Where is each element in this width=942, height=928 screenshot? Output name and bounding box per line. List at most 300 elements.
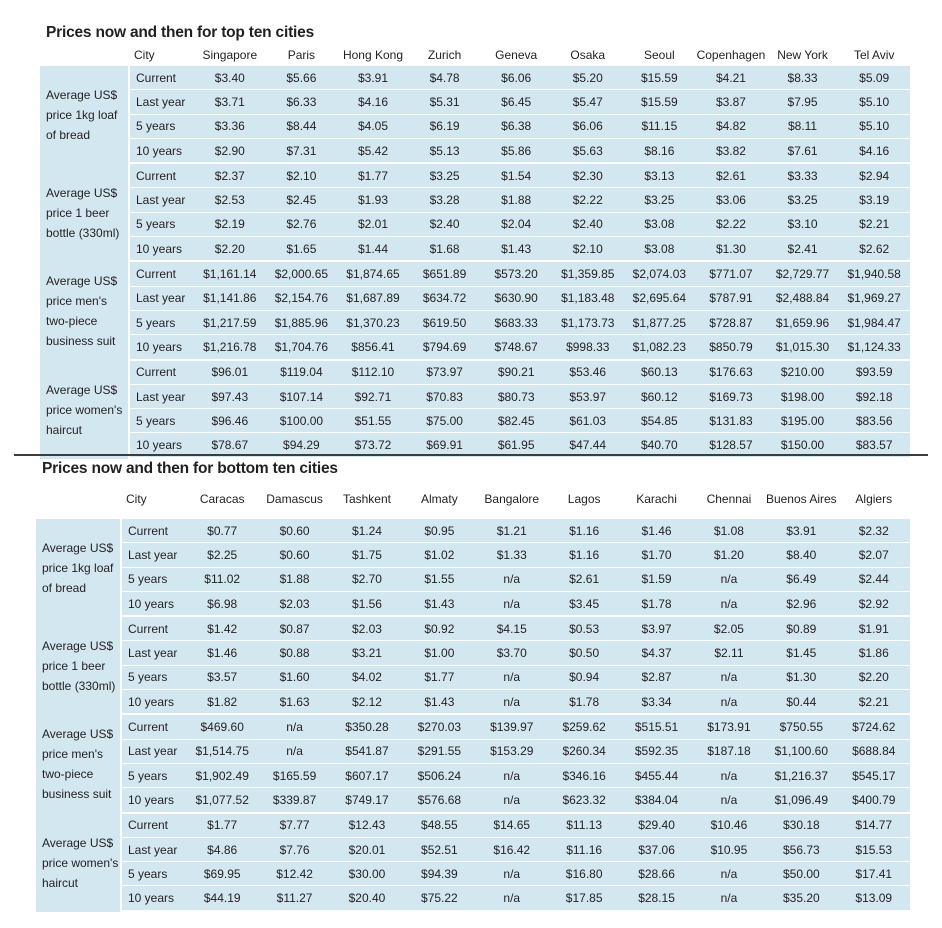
price-cell: $3.70 bbox=[476, 641, 548, 665]
price-cell: $2.61 bbox=[548, 568, 620, 592]
price-cell: $0.88 bbox=[258, 641, 330, 665]
price-cell: $28.66 bbox=[620, 862, 692, 886]
price-cell: $3.91 bbox=[765, 519, 837, 543]
price-cell: $0.60 bbox=[258, 519, 330, 543]
price-cell: $3.82 bbox=[695, 139, 767, 164]
price-cell: $1,124.33 bbox=[838, 335, 910, 360]
price-cell: $4.21 bbox=[695, 66, 767, 90]
price-cell: $0.77 bbox=[186, 519, 258, 543]
price-cell: $82.45 bbox=[480, 409, 552, 433]
price-cell: $545.17 bbox=[838, 764, 910, 788]
price-cell: $5.09 bbox=[838, 66, 910, 90]
price-cell: $1.65 bbox=[266, 237, 338, 262]
price-cell: $1.20 bbox=[693, 543, 765, 567]
price-cell: $1,687.89 bbox=[337, 287, 409, 311]
price-cell: $2,074.03 bbox=[624, 262, 696, 286]
price-cell: $1.56 bbox=[331, 592, 403, 617]
price-cell: $1,173.73 bbox=[552, 311, 624, 335]
price-cell: $4.82 bbox=[695, 115, 767, 139]
price-cell: $50.00 bbox=[765, 862, 837, 886]
table-row bbox=[36, 592, 910, 617]
price-cell: $6.49 bbox=[765, 568, 837, 592]
price-cell: $0.94 bbox=[548, 666, 620, 690]
price-cell: $7.61 bbox=[767, 139, 839, 164]
city-header: Damascus bbox=[258, 479, 330, 519]
price-cell: $60.12 bbox=[624, 385, 696, 409]
period-label: Last year bbox=[128, 287, 194, 311]
price-cell: $6.06 bbox=[552, 115, 624, 139]
price-cell: $20.01 bbox=[331, 838, 403, 862]
price-cell: $1.77 bbox=[186, 814, 258, 838]
price-cell: $3.91 bbox=[337, 66, 409, 90]
price-cell: $11.02 bbox=[186, 568, 258, 592]
price-cell: $75.00 bbox=[409, 409, 481, 433]
price-cell: $1,370.23 bbox=[337, 311, 409, 335]
item-group-label: Average US$ price 1 beer bottle (330ml) bbox=[40, 164, 128, 262]
price-cell: $2.53 bbox=[194, 188, 266, 212]
period-label: 5 years bbox=[120, 764, 186, 788]
table-row bbox=[40, 287, 910, 311]
table-row bbox=[40, 90, 910, 114]
table-row bbox=[40, 335, 910, 360]
price-cell: $7.76 bbox=[258, 838, 330, 862]
price-cell: $2.76 bbox=[266, 213, 338, 237]
price-cell: n/a bbox=[476, 862, 548, 886]
price-cell: $176.63 bbox=[695, 361, 767, 385]
price-cell: $2.11 bbox=[693, 641, 765, 665]
period-label: Current bbox=[120, 617, 186, 641]
price-cell: $5.13 bbox=[409, 139, 481, 164]
price-cell: $4.86 bbox=[186, 838, 258, 862]
price-cell: $4.02 bbox=[331, 666, 403, 690]
price-cell: $44.19 bbox=[186, 886, 258, 911]
price-cell: $1.43 bbox=[403, 592, 475, 617]
price-cell: $1.93 bbox=[337, 188, 409, 212]
price-cell: $15.59 bbox=[624, 66, 696, 90]
city-header: Osaka bbox=[552, 44, 624, 66]
price-cell: $634.72 bbox=[409, 287, 481, 311]
price-cell: $3.10 bbox=[767, 213, 839, 237]
price-cell: $5.42 bbox=[337, 139, 409, 164]
table-row bbox=[36, 788, 910, 813]
period-label: 5 years bbox=[128, 213, 194, 237]
price-cell: $1,877.25 bbox=[624, 311, 696, 335]
price-cell: $573.20 bbox=[480, 262, 552, 286]
period-label: Last year bbox=[128, 188, 194, 212]
price-cell: $630.90 bbox=[480, 287, 552, 311]
price-cell: $8.44 bbox=[266, 115, 338, 139]
price-cell: $92.71 bbox=[337, 385, 409, 409]
price-cell: n/a bbox=[258, 740, 330, 764]
price-cell: n/a bbox=[476, 764, 548, 788]
item-group-label: Average US$ price 1kg loaf of bread bbox=[40, 66, 128, 164]
price-cell: $1,984.47 bbox=[838, 311, 910, 335]
price-cell: $1,141.86 bbox=[194, 287, 266, 311]
price-cell: $2.01 bbox=[337, 213, 409, 237]
price-cell: $30.00 bbox=[331, 862, 403, 886]
price-cell: $1,885.96 bbox=[266, 311, 338, 335]
price-cell: $1,077.52 bbox=[186, 788, 258, 813]
price-cell: $787.91 bbox=[695, 287, 767, 311]
price-cell: $683.33 bbox=[480, 311, 552, 335]
price-cell: $384.04 bbox=[620, 788, 692, 813]
price-cell: $1.30 bbox=[765, 666, 837, 690]
table-row bbox=[40, 385, 910, 409]
price-cell: $198.00 bbox=[767, 385, 839, 409]
price-cell: $0.89 bbox=[765, 617, 837, 641]
price-cell: n/a bbox=[476, 690, 548, 715]
price-cell: $1.46 bbox=[186, 641, 258, 665]
city-header: Almaty bbox=[403, 479, 475, 519]
price-cell: $5.20 bbox=[552, 66, 624, 90]
price-cell: $2.44 bbox=[838, 568, 910, 592]
table-row bbox=[40, 66, 910, 90]
price-cell: $850.79 bbox=[695, 335, 767, 360]
price-cell: $10.95 bbox=[693, 838, 765, 862]
price-cell: $2,488.84 bbox=[767, 287, 839, 311]
price-cell: $3.34 bbox=[620, 690, 692, 715]
price-cell: $469.60 bbox=[186, 715, 258, 739]
price-cell: $3.25 bbox=[624, 188, 696, 212]
price-cell: $291.55 bbox=[403, 740, 475, 764]
price-cell: $13.09 bbox=[838, 886, 910, 911]
price-cell: $5.10 bbox=[838, 90, 910, 114]
price-cell: $107.14 bbox=[266, 385, 338, 409]
top-cities-table bbox=[40, 44, 910, 459]
price-cell: $1,216.37 bbox=[765, 764, 837, 788]
price-cell: $53.46 bbox=[552, 361, 624, 385]
price-cell: $541.87 bbox=[331, 740, 403, 764]
price-cell: n/a bbox=[693, 788, 765, 813]
price-cell: $97.43 bbox=[194, 385, 266, 409]
price-cell: $5.47 bbox=[552, 90, 624, 114]
price-cell: $52.51 bbox=[403, 838, 475, 862]
table-row bbox=[36, 543, 910, 567]
top-cities-title: Prices now and then for top ten cities bbox=[46, 24, 314, 41]
city-header: Tel Aviv bbox=[838, 44, 910, 66]
price-cell: $724.62 bbox=[838, 715, 910, 739]
price-cell: $1,359.85 bbox=[552, 262, 624, 286]
price-cell: $771.07 bbox=[695, 262, 767, 286]
price-cell: $83.57 bbox=[838, 433, 910, 458]
price-cell: $1,096.49 bbox=[765, 788, 837, 813]
price-cell: $10.46 bbox=[693, 814, 765, 838]
table-header-row bbox=[36, 479, 910, 519]
table-row bbox=[36, 740, 910, 764]
city-header: Singapore bbox=[194, 44, 266, 66]
period-label: 5 years bbox=[128, 409, 194, 433]
price-cell: $2.40 bbox=[409, 213, 481, 237]
price-cell: $1.43 bbox=[403, 690, 475, 715]
price-cell: $8.33 bbox=[767, 66, 839, 90]
period-label: 5 years bbox=[120, 666, 186, 690]
table-row bbox=[36, 814, 910, 838]
price-cell: $3.33 bbox=[767, 164, 839, 188]
price-cell: $0.60 bbox=[258, 543, 330, 567]
price-cell: $2.22 bbox=[695, 213, 767, 237]
price-cell: $3.08 bbox=[624, 213, 696, 237]
price-cell: $51.55 bbox=[337, 409, 409, 433]
price-cell: n/a bbox=[693, 690, 765, 715]
price-cell: $4.15 bbox=[476, 617, 548, 641]
price-cell: $750.55 bbox=[765, 715, 837, 739]
price-cell: $2.19 bbox=[194, 213, 266, 237]
price-cell: $53.97 bbox=[552, 385, 624, 409]
price-cell: $56.73 bbox=[765, 838, 837, 862]
price-cell: $2,729.77 bbox=[767, 262, 839, 286]
table-row bbox=[40, 188, 910, 212]
table-row bbox=[40, 262, 910, 286]
price-cell: $3.97 bbox=[620, 617, 692, 641]
city-header: Buenos Aires bbox=[765, 479, 837, 519]
price-cell: $1.00 bbox=[403, 641, 475, 665]
price-cell: $1,514.75 bbox=[186, 740, 258, 764]
price-cell: $96.46 bbox=[194, 409, 266, 433]
price-cell: $4.16 bbox=[838, 139, 910, 164]
price-cell: $8.40 bbox=[765, 543, 837, 567]
price-cell: $3.57 bbox=[186, 666, 258, 690]
price-cell: $20.40 bbox=[331, 886, 403, 911]
period-label: 10 years bbox=[128, 237, 194, 262]
price-cell: $35.20 bbox=[765, 886, 837, 911]
price-cell: $3.08 bbox=[624, 237, 696, 262]
price-cell: $3.71 bbox=[194, 90, 266, 114]
price-cell: $187.18 bbox=[693, 740, 765, 764]
table-row bbox=[40, 311, 910, 335]
price-cell: $119.04 bbox=[266, 361, 338, 385]
price-cell: $998.33 bbox=[552, 335, 624, 360]
price-cell: $12.42 bbox=[258, 862, 330, 886]
price-cell: $6.45 bbox=[480, 90, 552, 114]
price-cell: $0.87 bbox=[258, 617, 330, 641]
price-cell: n/a bbox=[476, 886, 548, 911]
price-cell: $2.61 bbox=[695, 164, 767, 188]
price-cell: $350.28 bbox=[331, 715, 403, 739]
price-cell: $1,940.58 bbox=[838, 262, 910, 286]
price-cell: $1.68 bbox=[409, 237, 481, 262]
table-row bbox=[36, 764, 910, 788]
price-cell: $100.00 bbox=[266, 409, 338, 433]
price-cell: $94.39 bbox=[403, 862, 475, 886]
period-label: 10 years bbox=[128, 139, 194, 164]
price-cell: $2.12 bbox=[331, 690, 403, 715]
price-cell: $2.30 bbox=[552, 164, 624, 188]
price-cell: $2.21 bbox=[838, 213, 910, 237]
price-cell: $16.80 bbox=[548, 862, 620, 886]
city-header: Algiers bbox=[838, 479, 910, 519]
price-cell: n/a bbox=[693, 886, 765, 911]
price-cell: $3.25 bbox=[409, 164, 481, 188]
price-cell: $1.33 bbox=[476, 543, 548, 567]
table-row bbox=[40, 409, 910, 433]
price-cell: $1.44 bbox=[337, 237, 409, 262]
price-cell: $128.57 bbox=[695, 433, 767, 458]
period-label: 5 years bbox=[120, 568, 186, 592]
price-cell: $28.15 bbox=[620, 886, 692, 911]
table-row bbox=[40, 164, 910, 188]
price-cell: n/a bbox=[476, 568, 548, 592]
table-row bbox=[40, 213, 910, 237]
period-label: 10 years bbox=[120, 788, 186, 813]
price-cell: $1.08 bbox=[693, 519, 765, 543]
price-cell: $73.72 bbox=[337, 433, 409, 458]
price-cell: $3.45 bbox=[548, 592, 620, 617]
price-cell: $506.24 bbox=[403, 764, 475, 788]
price-cell: $2.10 bbox=[266, 164, 338, 188]
table-row bbox=[36, 886, 910, 911]
period-label: Current bbox=[120, 814, 186, 838]
table-row bbox=[36, 838, 910, 862]
price-cell: $2.04 bbox=[480, 213, 552, 237]
price-cell: $5.63 bbox=[552, 139, 624, 164]
price-cell: $0.95 bbox=[403, 519, 475, 543]
price-cell: $1.88 bbox=[258, 568, 330, 592]
price-cell: n/a bbox=[476, 592, 548, 617]
price-cell: $794.69 bbox=[409, 335, 481, 360]
price-cell: $1,183.48 bbox=[552, 287, 624, 311]
price-cell: $2.20 bbox=[838, 666, 910, 690]
price-cell: $1.16 bbox=[548, 519, 620, 543]
price-cell: $73.97 bbox=[409, 361, 481, 385]
period-label: 5 years bbox=[128, 311, 194, 335]
item-group-label: Average US$ price women's haircut bbox=[36, 814, 120, 912]
price-cell: $2.70 bbox=[331, 568, 403, 592]
city-header: Paris bbox=[266, 44, 338, 66]
price-cell: $1.86 bbox=[838, 641, 910, 665]
price-cell: $1.78 bbox=[620, 592, 692, 617]
price-cell: $6.19 bbox=[409, 115, 481, 139]
period-label: Last year bbox=[120, 641, 186, 665]
price-cell: $1.54 bbox=[480, 164, 552, 188]
price-cell: $1,161.14 bbox=[194, 262, 266, 286]
price-cell: $15.53 bbox=[838, 838, 910, 862]
price-cell: $4.78 bbox=[409, 66, 481, 90]
price-cell: $4.37 bbox=[620, 641, 692, 665]
period-label: Last year bbox=[128, 90, 194, 114]
price-cell: $1.88 bbox=[480, 188, 552, 212]
price-cell: $607.17 bbox=[331, 764, 403, 788]
price-cell: $455.44 bbox=[620, 764, 692, 788]
price-cell: $1.60 bbox=[258, 666, 330, 690]
price-cell: $80.73 bbox=[480, 385, 552, 409]
period-label: Current bbox=[128, 262, 194, 286]
price-cell: n/a bbox=[476, 666, 548, 690]
price-cell: $83.56 bbox=[838, 409, 910, 433]
price-cell: $1.70 bbox=[620, 543, 692, 567]
price-cell: $6.33 bbox=[266, 90, 338, 114]
price-cell: $2.22 bbox=[552, 188, 624, 212]
period-label: Last year bbox=[128, 385, 194, 409]
price-cell: $592.35 bbox=[620, 740, 692, 764]
price-cell: $623.32 bbox=[548, 788, 620, 813]
price-cell: $515.51 bbox=[620, 715, 692, 739]
price-cell: $1,704.76 bbox=[266, 335, 338, 360]
period-label: Last year bbox=[120, 740, 186, 764]
price-cell: $2.45 bbox=[266, 188, 338, 212]
period-label: Last year bbox=[120, 543, 186, 567]
city-header: Hong Kong bbox=[337, 44, 409, 66]
city-header: Bangalore bbox=[476, 479, 548, 519]
table-row bbox=[36, 862, 910, 886]
price-cell: $4.05 bbox=[337, 115, 409, 139]
price-cell: $1.30 bbox=[695, 237, 767, 262]
price-cell: $1.75 bbox=[331, 543, 403, 567]
price-cell: $3.19 bbox=[838, 188, 910, 212]
item-group-label: Average US$ price 1 beer bottle (330ml) bbox=[36, 617, 120, 715]
price-cell: $54.85 bbox=[624, 409, 696, 433]
price-cell: $3.13 bbox=[624, 164, 696, 188]
price-cell: $92.18 bbox=[838, 385, 910, 409]
price-cell: n/a bbox=[693, 666, 765, 690]
period-label: 10 years bbox=[128, 433, 194, 458]
price-cell: $7.95 bbox=[767, 90, 839, 114]
price-cell: $1.42 bbox=[186, 617, 258, 641]
price-cell: $688.84 bbox=[838, 740, 910, 764]
period-label: 5 years bbox=[120, 862, 186, 886]
price-cell: $78.67 bbox=[194, 433, 266, 458]
item-group-label: Average US$ price 1kg loaf of bread bbox=[36, 519, 120, 617]
price-cell: $5.86 bbox=[480, 139, 552, 164]
price-cell: $1,082.23 bbox=[624, 335, 696, 360]
city-header: Zurich bbox=[409, 44, 481, 66]
price-cell: $1,902.49 bbox=[186, 764, 258, 788]
city-header: Lagos bbox=[548, 479, 620, 519]
price-cell: $1.16 bbox=[548, 543, 620, 567]
price-cell: $2.90 bbox=[194, 139, 266, 164]
price-cell: $150.00 bbox=[767, 433, 839, 458]
price-cell: $2.41 bbox=[767, 237, 839, 262]
price-cell: $29.40 bbox=[620, 814, 692, 838]
price-cell: $40.70 bbox=[624, 433, 696, 458]
price-cell: $7.77 bbox=[258, 814, 330, 838]
price-cell: $5.31 bbox=[409, 90, 481, 114]
price-cell: $6.06 bbox=[480, 66, 552, 90]
table-row bbox=[36, 715, 910, 739]
price-cell: $8.11 bbox=[767, 115, 839, 139]
price-cell: $11.16 bbox=[548, 838, 620, 862]
price-cell: $5.10 bbox=[838, 115, 910, 139]
price-cell: $11.13 bbox=[548, 814, 620, 838]
price-cell: $61.03 bbox=[552, 409, 624, 433]
price-cell: $2.96 bbox=[765, 592, 837, 617]
table-row bbox=[40, 115, 910, 139]
price-cell: $112.10 bbox=[337, 361, 409, 385]
price-cell: $259.62 bbox=[548, 715, 620, 739]
price-cell: n/a bbox=[476, 788, 548, 813]
price-cell: $1,874.65 bbox=[337, 262, 409, 286]
price-cell: $728.87 bbox=[695, 311, 767, 335]
price-cell: $210.00 bbox=[767, 361, 839, 385]
price-cell: $651.89 bbox=[409, 262, 481, 286]
price-cell: $339.87 bbox=[258, 788, 330, 813]
price-cell: $2,154.76 bbox=[266, 287, 338, 311]
price-cell: $3.40 bbox=[194, 66, 266, 90]
price-cell: $2.32 bbox=[838, 519, 910, 543]
price-cell: $15.59 bbox=[624, 90, 696, 114]
period-label: 10 years bbox=[128, 335, 194, 360]
period-label: Current bbox=[120, 519, 186, 543]
price-cell: $1.78 bbox=[548, 690, 620, 715]
table-row bbox=[36, 690, 910, 715]
price-cell: $1.55 bbox=[403, 568, 475, 592]
city-header: Karachi bbox=[620, 479, 692, 519]
top-cities-section bbox=[40, 24, 910, 459]
city-header: Copenhagen bbox=[695, 44, 767, 66]
price-cell: $11.27 bbox=[258, 886, 330, 911]
city-header: Chennai bbox=[693, 479, 765, 519]
price-cell: n/a bbox=[693, 568, 765, 592]
price-cell: $2.25 bbox=[186, 543, 258, 567]
